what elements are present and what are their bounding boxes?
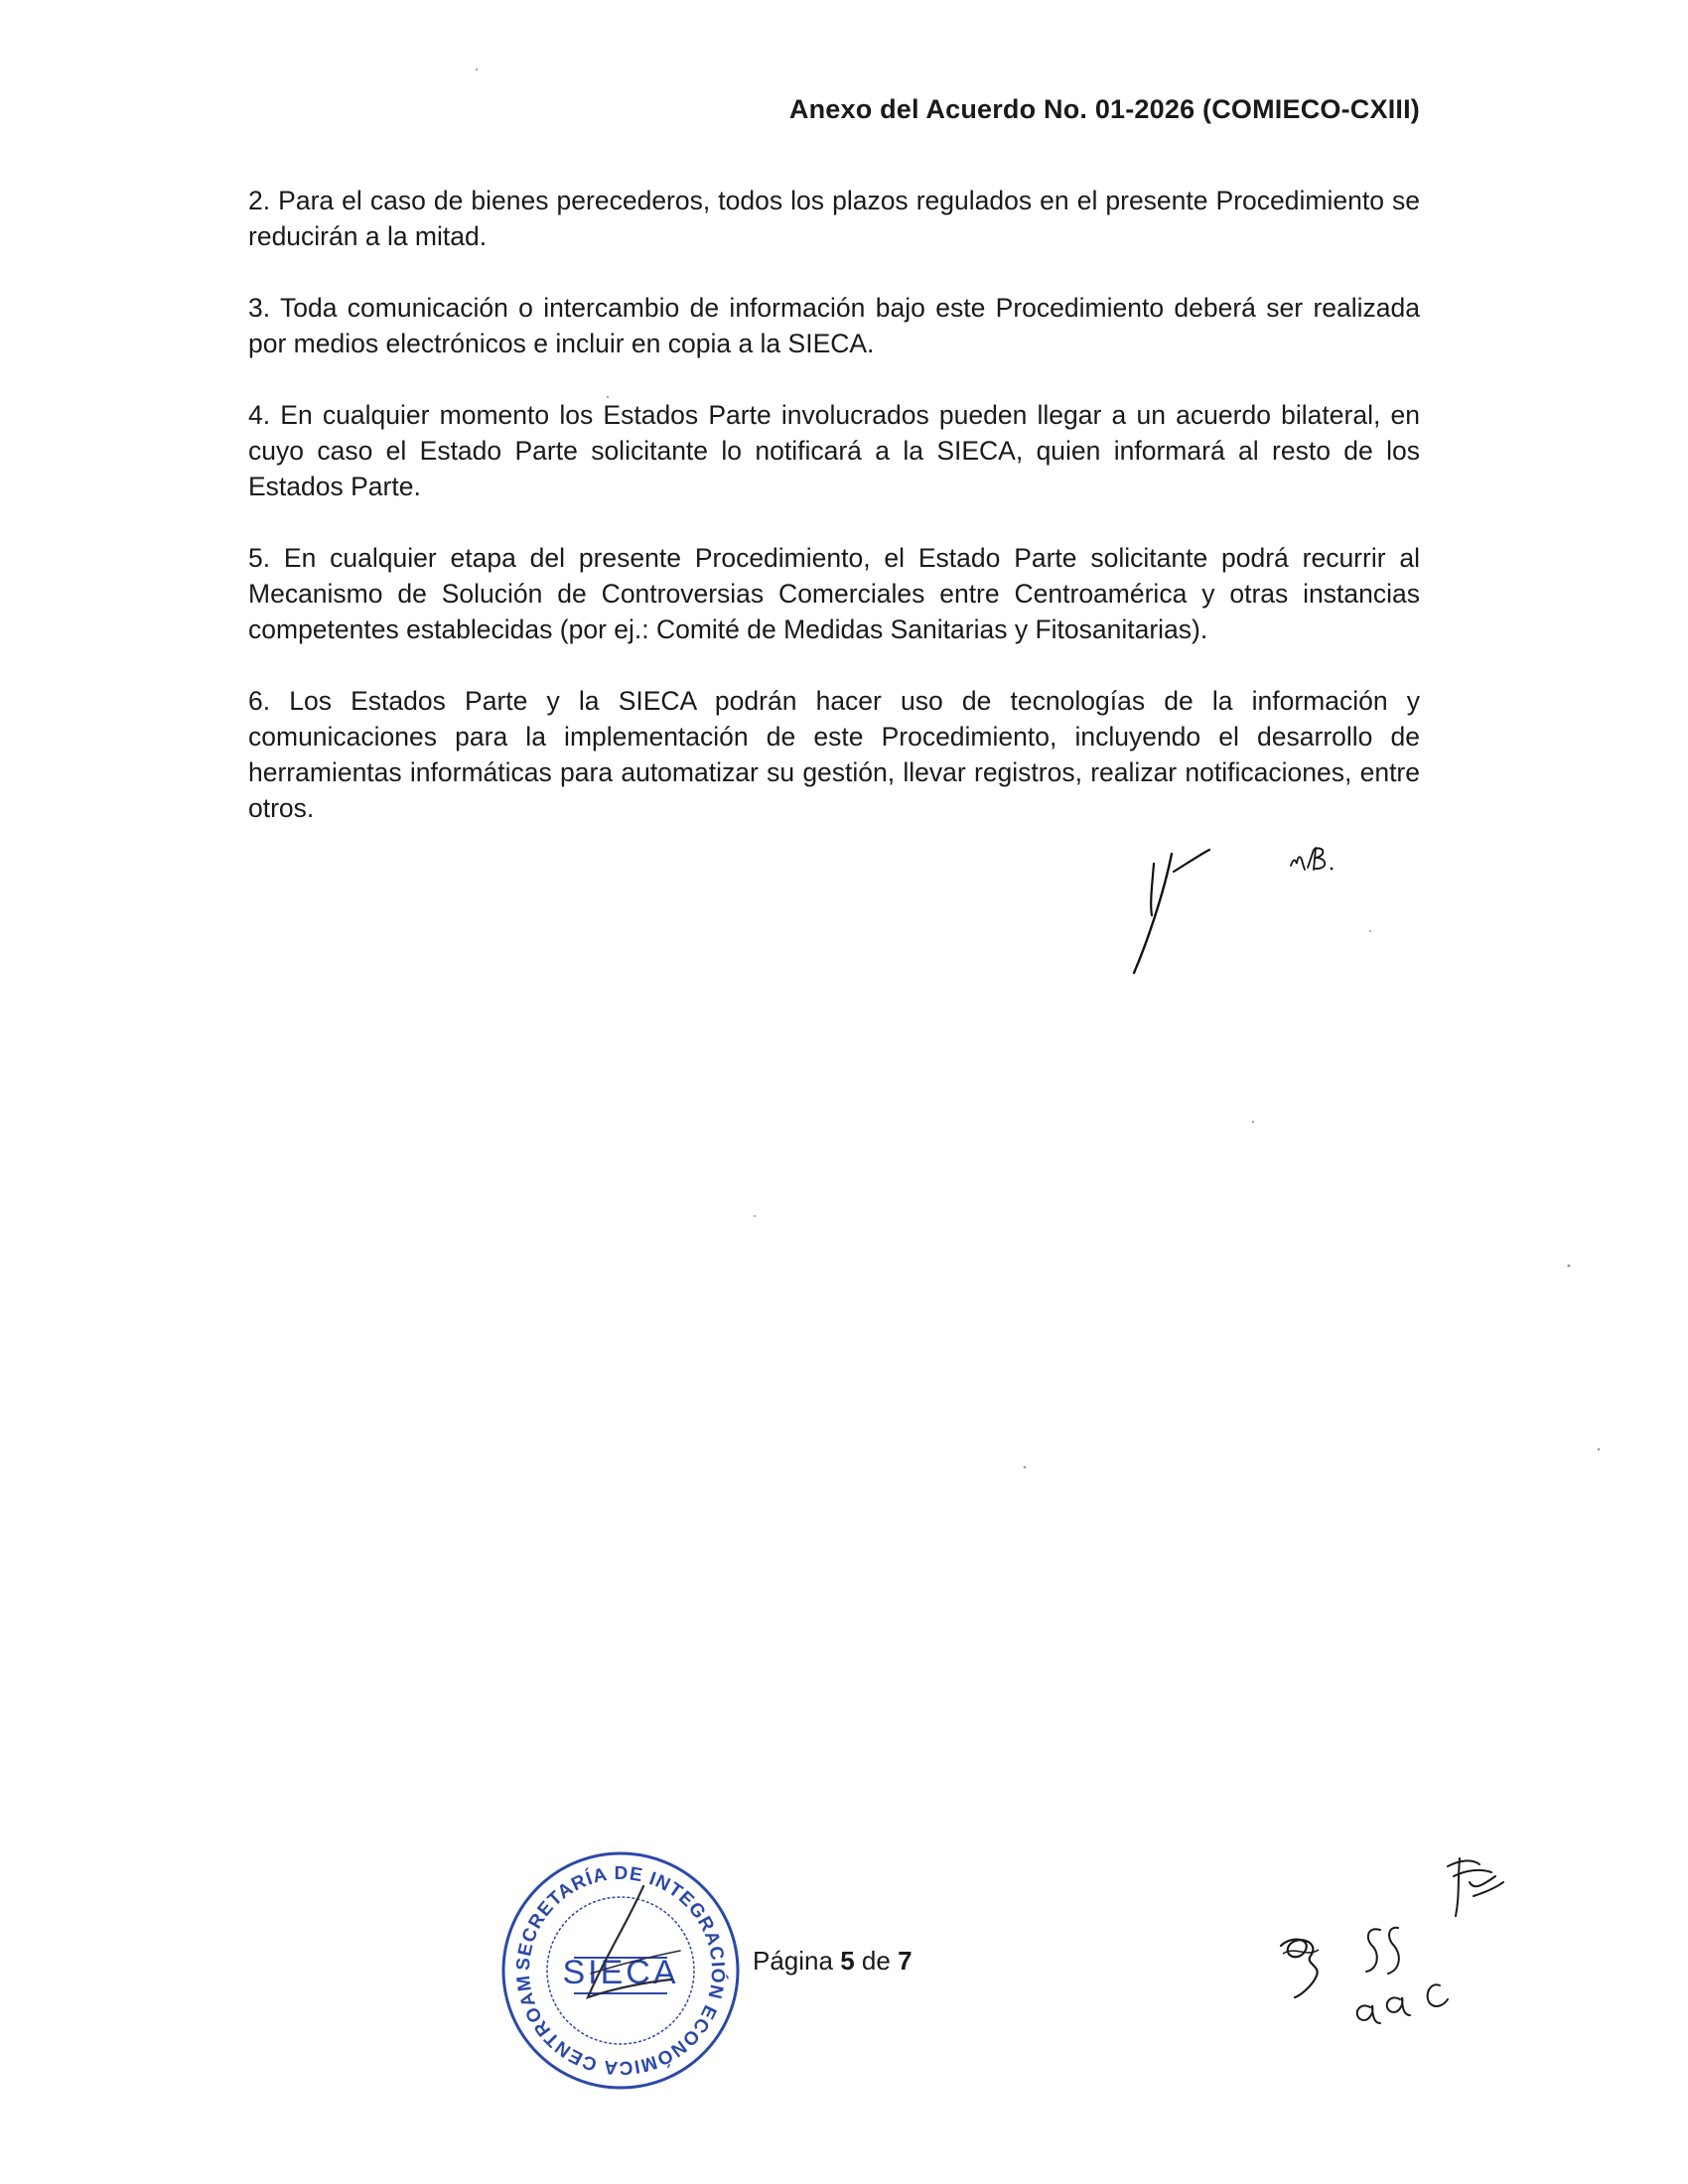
signatures-drawing (1261, 1846, 1539, 2085)
document-header-title: Anexo del Acuerdo No. 01-2026 (COMIECO-CXIII) (788, 94, 1420, 124)
sieca-seal (496, 1846, 745, 2095)
svg-text:SECRETARÍA DE INTEGRACIÓN ECON: SECRETARÍA DE INTEGRACIÓN ECONÓMICA CENTROAM (512, 1862, 729, 2079)
handwritten-initials (1112, 834, 1410, 993)
handwritten-signatures (1261, 1846, 1539, 2085)
sieca-seal-stamp (496, 1846, 745, 2095)
initials-signature-drawing (1112, 834, 1410, 993)
svg-text:SIECA: SIECA (562, 1954, 679, 1991)
paragraph-4: 4. En cualquier momento los Estados Parte involucrados pueden llegar a un acuerdo bilateral, en cuyo caso el Estado Parte solicitante lo notificará a la SIECA, quien informará al resto de los Estados Parte. (248, 400, 1420, 501)
page-of-label: de (861, 1946, 891, 1976)
paragraph-5: 5. En cualquier etapa del presente Procedimiento, el Estado Parte solicitante podrá recurrir al Mecanismo de Solución de Controversias Comerciales entre Centroamérica y otras instancias competentes establecidas (por ej.: Comité de Medidas Sanitarias y Fitosanitarias). (248, 543, 1420, 644)
paragraph-6: 6. Los Estados Parte y la SIECA podrán hacer uso de tecnologías de la información y comunicaciones para la implementación de este Procedimiento, incluyendo el desarrollo de herramientas informáticas para automatizar su gestión, llevar registros, realizar notificaciones, entre otros. (248, 686, 1420, 823)
paragraph-3: 3. Toda comunicación o intercambio de información bajo este Procedimiento deberá ser realizada por medios electrónicos e incluir en copia a la SIECA. (248, 293, 1420, 358)
page-label: Página (753, 1946, 833, 1976)
page-total: 7 (898, 1946, 913, 1976)
page-current: 5 (840, 1946, 855, 1976)
page-footer (0, 1846, 1688, 2144)
document-body (248, 183, 1420, 862)
paragraph-2: 2. Para el caso de bienes perecederos, todos los plazos regulados en el presente Procedimiento se reducirán a la mitad. (248, 186, 1420, 251)
page-number (753, 1946, 913, 1977)
